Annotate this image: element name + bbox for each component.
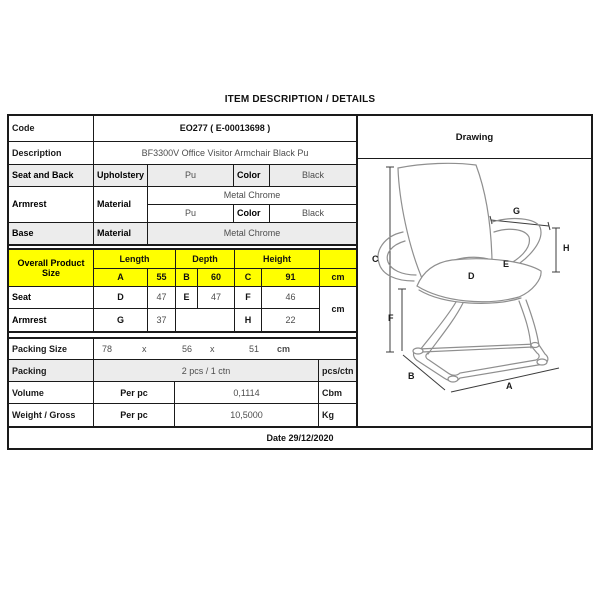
materials-section [9,164,356,244]
drawing-label-b: B [408,371,415,381]
volume-value: 0,1114 [174,382,318,403]
armrest-color-label: Color [233,204,269,222]
dim-c-key: C [234,268,261,286]
dim-e-value: 47 [197,286,234,308]
armrest-depth-blank [175,308,234,331]
drawing-area [358,159,591,426]
armrest-material: Pu [147,204,233,222]
packing-label: Packing [12,365,47,376]
size-header-blank [319,250,356,268]
packing-size-label: Packing Size [12,344,68,355]
dim-a-key: A [93,268,147,286]
seat-back-color-label: Color [233,165,269,186]
drawing-label-a: A [506,381,513,391]
dim-b-value: 60 [197,268,234,286]
weight-row [9,403,356,426]
description-value: BF3300V Office Visitor Armchair Black Pu [93,142,356,164]
drawing-header: Drawing [358,116,591,159]
section-divider [9,331,356,339]
code-label: Code [12,123,35,134]
seat-back-attr: Upholstery [93,165,147,186]
packing-size-row [9,339,356,360]
seat-back-color: Black [269,165,356,186]
volume-label: Volume [12,387,44,398]
spec-table [7,114,593,450]
armrest-size-label: Armrest [9,308,93,331]
date-row: Date 29/12/2020 [9,426,591,448]
dim-f-key: F [234,286,261,308]
packing-dim1: 78 [102,344,113,355]
drawing-label-h: H [563,243,570,253]
page-title: ITEM DESCRIPTION / DETAILS [224,94,376,105]
packing-row [9,359,356,381]
packing-dim3: 51 [249,344,260,355]
spec-table-main [9,116,591,426]
drawing-label-f: F [388,313,394,323]
overall-size-label: Overall Product Size [9,250,93,286]
weight-value: 10,5000 [174,404,318,426]
armrest-label: Armrest [9,186,93,222]
dim-b-key: B [175,268,197,286]
volume-unit: Cbm [318,382,356,403]
drawing-label-g: G [513,206,521,216]
base-attr: Material [93,222,147,244]
spec-left-column [9,116,356,426]
packing-size-value [93,339,356,360]
dim-g-value: 37 [147,308,175,331]
size-section [9,250,356,331]
dim-a-value: 55 [147,268,175,286]
description-label: Description [12,147,62,158]
weight-per: Per pc [93,404,174,426]
packing-value: 2 pcs / 1 ctn [93,360,318,381]
weight-label: Weight / Gross [12,410,76,421]
packing-x2: x [210,344,215,355]
volume-per: Per pc [93,382,174,403]
dim-h-value: 22 [261,308,319,331]
armrest-attr: Material [93,186,147,222]
weight-unit: Kg [318,404,356,426]
chair-drawing [358,159,591,421]
base-label: Base [9,222,93,244]
dim-g-key: G [93,308,147,331]
code-row [9,116,356,141]
drawing-column [356,116,591,426]
length-header: Length [93,250,175,268]
drawing-label-d: D [468,271,475,281]
seat-back-label: Seat and Back [9,165,93,186]
volume-row [9,381,356,403]
packing-dim2: 56 [182,344,193,355]
seat-back-material: Pu [147,165,233,186]
depth-header: Depth [175,250,234,268]
seat-size-label: Seat [9,286,93,308]
drawing-label-c: C [372,254,379,264]
armrest-color: Black [269,204,356,222]
description-row [9,141,356,164]
dim-d-key: D [93,286,147,308]
packing-unit: pcs/ctn [318,360,356,381]
armrest-material-top: Metal Chrome [147,186,356,204]
dim-e-key: E [175,286,197,308]
seat-armrest-unit: cm [319,286,356,331]
dim-f-value: 46 [261,286,319,308]
code-value: EO277 ( E-00013698 ) [93,116,356,141]
drawing-label-e: E [503,259,510,269]
overall-unit: cm [319,268,356,286]
height-header: Height [234,250,319,268]
dim-c-value: 91 [261,268,319,286]
packing-x1: x [142,344,147,355]
packing-size-unit: cm [277,344,291,355]
base-material: Metal Chrome [147,222,356,244]
dim-d-value: 47 [147,286,175,308]
dim-h-key: H [234,308,261,331]
